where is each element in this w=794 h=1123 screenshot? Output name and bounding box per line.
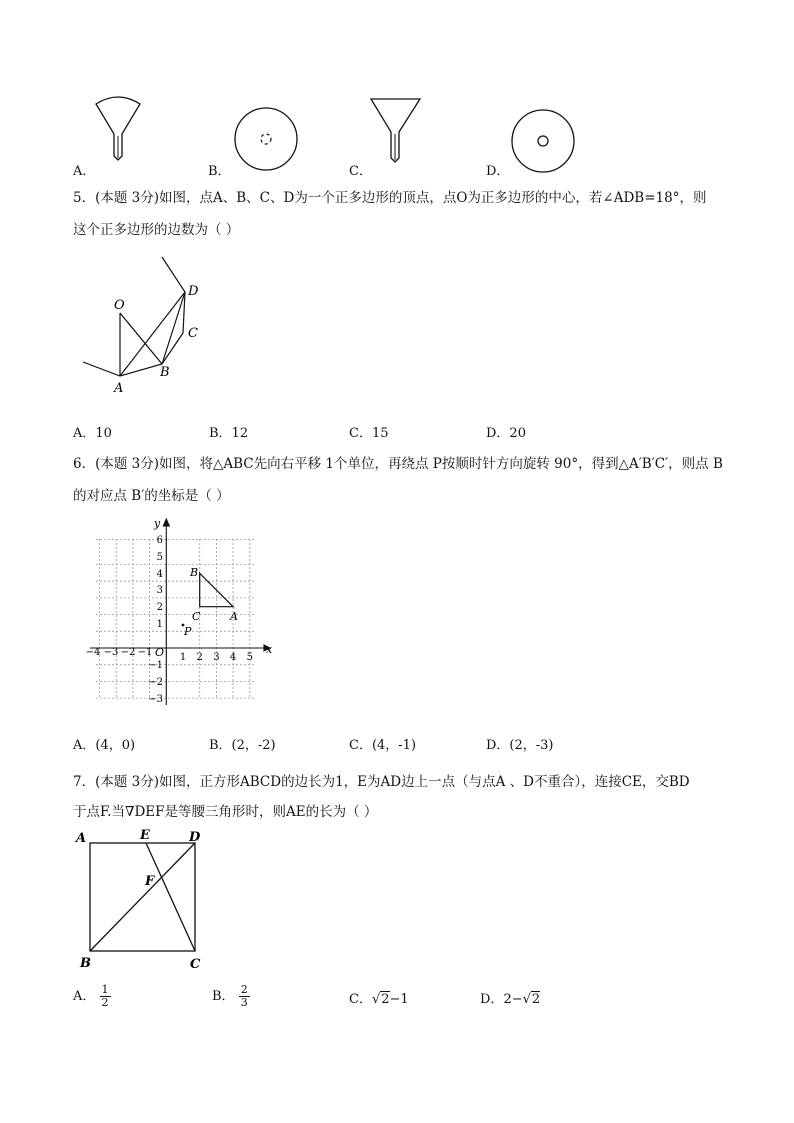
q7-option-d-label: D．	[480, 992, 504, 1007]
q6-x-tick: 4	[229, 652, 237, 663]
circle-dashed-center-icon	[233, 106, 299, 172]
q4-option-c-label[interactable]: C．	[349, 164, 372, 179]
q7-stem-line2: 于点F.当∇DEF是等腰三角形时，则AE的长为（ ）	[73, 804, 378, 820]
q7-segment-ce	[146, 843, 195, 951]
q7-label-e: E	[140, 828, 150, 843]
q5-segment-ad	[120, 292, 185, 376]
q6-y-axis-arrow-icon	[163, 519, 169, 526]
q6-y-tick: 6	[156, 535, 163, 546]
q5-option-b[interactable]: B．12	[209, 426, 249, 441]
q7-option-d-prefix: 2−	[503, 992, 523, 1007]
q7-diagonal-bd	[90, 843, 195, 951]
q7-option-c-suffix: −1	[389, 992, 409, 1007]
q7-option-b-numerator: 2	[240, 983, 248, 996]
q6-y-tick: 3	[156, 585, 163, 596]
q7-stem-line1: 7．(本题 3分)如图，正方形ABCD的边长为1，E为AD边上一点（与点A 、D不重合），连接CE，交BD	[73, 774, 690, 790]
q5-stem-line2: 这个正多边形的边数为（ ）	[73, 222, 240, 238]
q6-y-tick: 4	[156, 569, 163, 580]
q6-option-d[interactable]: D．(2，-3)	[486, 738, 554, 753]
q6-x-tick: 2	[196, 652, 203, 663]
q5-figure	[80, 254, 210, 396]
q6-triangle-abc	[200, 573, 233, 606]
q6-y-tick: −1	[148, 660, 163, 671]
q7-label-f: F	[145, 874, 155, 889]
q7-option-c-label: C．	[349, 992, 372, 1007]
q6-label-o: O	[155, 646, 165, 659]
q5-option-d[interactable]: D．20	[486, 426, 526, 441]
q5-segment-bd	[162, 292, 185, 364]
q4-option-d-label[interactable]: D．	[486, 164, 510, 179]
q7-label-c: C	[190, 957, 201, 972]
q7-option-a[interactable]	[73, 984, 111, 1009]
q6-stem-line1: 6．(本题 3分)如图，将△ABC先向右平移 1个单位，再绕点 P按顺时针方向旋转 90°，得到△A′B′C′，则点 B	[73, 456, 723, 472]
q5-label-o: O	[114, 298, 125, 313]
q7-label-b: B	[80, 956, 91, 971]
q6-x-tick: 5	[246, 652, 253, 663]
q6-option-b[interactable]: B．(2，-2)	[209, 738, 276, 753]
q6-label-b: B	[190, 566, 199, 579]
q7-option-a-denominator: 2	[101, 996, 109, 1009]
q5-label-d: D	[188, 284, 199, 299]
funnel-sector-icon	[92, 94, 144, 174]
q5-label-b: B	[160, 365, 170, 380]
q6-x-tick: −3	[103, 647, 119, 658]
q6-label-p: P	[184, 625, 192, 638]
q6-stem-line2: 的对应点 B′的坐标是（ ）	[73, 488, 230, 504]
q7-label-a: A	[76, 831, 87, 846]
q7-option-a-fraction	[100, 984, 111, 1009]
q6-y-tick: −3	[148, 694, 163, 705]
q7-label-d: D	[189, 830, 201, 845]
q5-label-c: C	[188, 326, 198, 341]
q6-label-y: y	[154, 517, 161, 530]
q6-label-c: C	[192, 610, 201, 623]
q6-x-tick: 1	[179, 652, 187, 663]
q7-square-figure	[74, 826, 214, 974]
q7-option-b-label: B．	[212, 989, 235, 1004]
q6-x-tick: −4	[85, 647, 101, 658]
q6-label-x: x	[266, 643, 273, 656]
q7-option-c[interactable]	[349, 988, 409, 1007]
q6-x-tick: −1	[137, 647, 153, 658]
funnel-triangle-icon	[368, 96, 424, 176]
q7-option-c-radicand: 2	[381, 992, 390, 1007]
q6-y-tick: 2	[156, 602, 163, 613]
sqrt-icon: √	[371, 992, 381, 1007]
q6-x-tick: 3	[213, 652, 220, 663]
q6-x-tick: −2	[120, 647, 136, 658]
q7-option-d[interactable]	[480, 988, 540, 1007]
q7-option-a-label: A．	[73, 989, 96, 1004]
sqrt-icon: √	[522, 992, 531, 1007]
q6-option-c[interactable]: C．(4，-1)	[349, 738, 417, 753]
q7-option-b-denominator: 3	[240, 996, 248, 1009]
q6-label-a: A	[230, 610, 238, 623]
circle-ring-center-icon	[510, 108, 576, 174]
q6-y-tick: −2	[148, 677, 163, 688]
q6-y-tick: 5	[156, 552, 163, 563]
q5-option-c[interactable]: C．15	[349, 426, 389, 441]
q5-stem-line1: 5．(本题 3分)如图，点A、B、C、D为一个正多边形的顶点，点O为正多边形的中心，若∠ADB=18°，则	[73, 190, 707, 206]
q5-option-a[interactable]: A．10	[73, 426, 112, 441]
q6-option-a[interactable]: A．(4，0)	[73, 738, 136, 753]
q6-y-tick: 1	[156, 619, 163, 630]
q7-option-d-radicand: 2	[531, 992, 541, 1007]
q6-coordinate-grid	[84, 515, 280, 711]
q5-segment-ob	[120, 313, 162, 364]
q7-option-b-fraction	[239, 984, 250, 1009]
q4-option-b-label[interactable]: B．	[208, 164, 231, 179]
q4-option-a-label[interactable]: A．	[73, 164, 96, 179]
q5-label-a: A	[114, 381, 124, 396]
q7-option-b[interactable]	[212, 984, 250, 1009]
q7-option-a-numerator: 1	[101, 983, 109, 996]
